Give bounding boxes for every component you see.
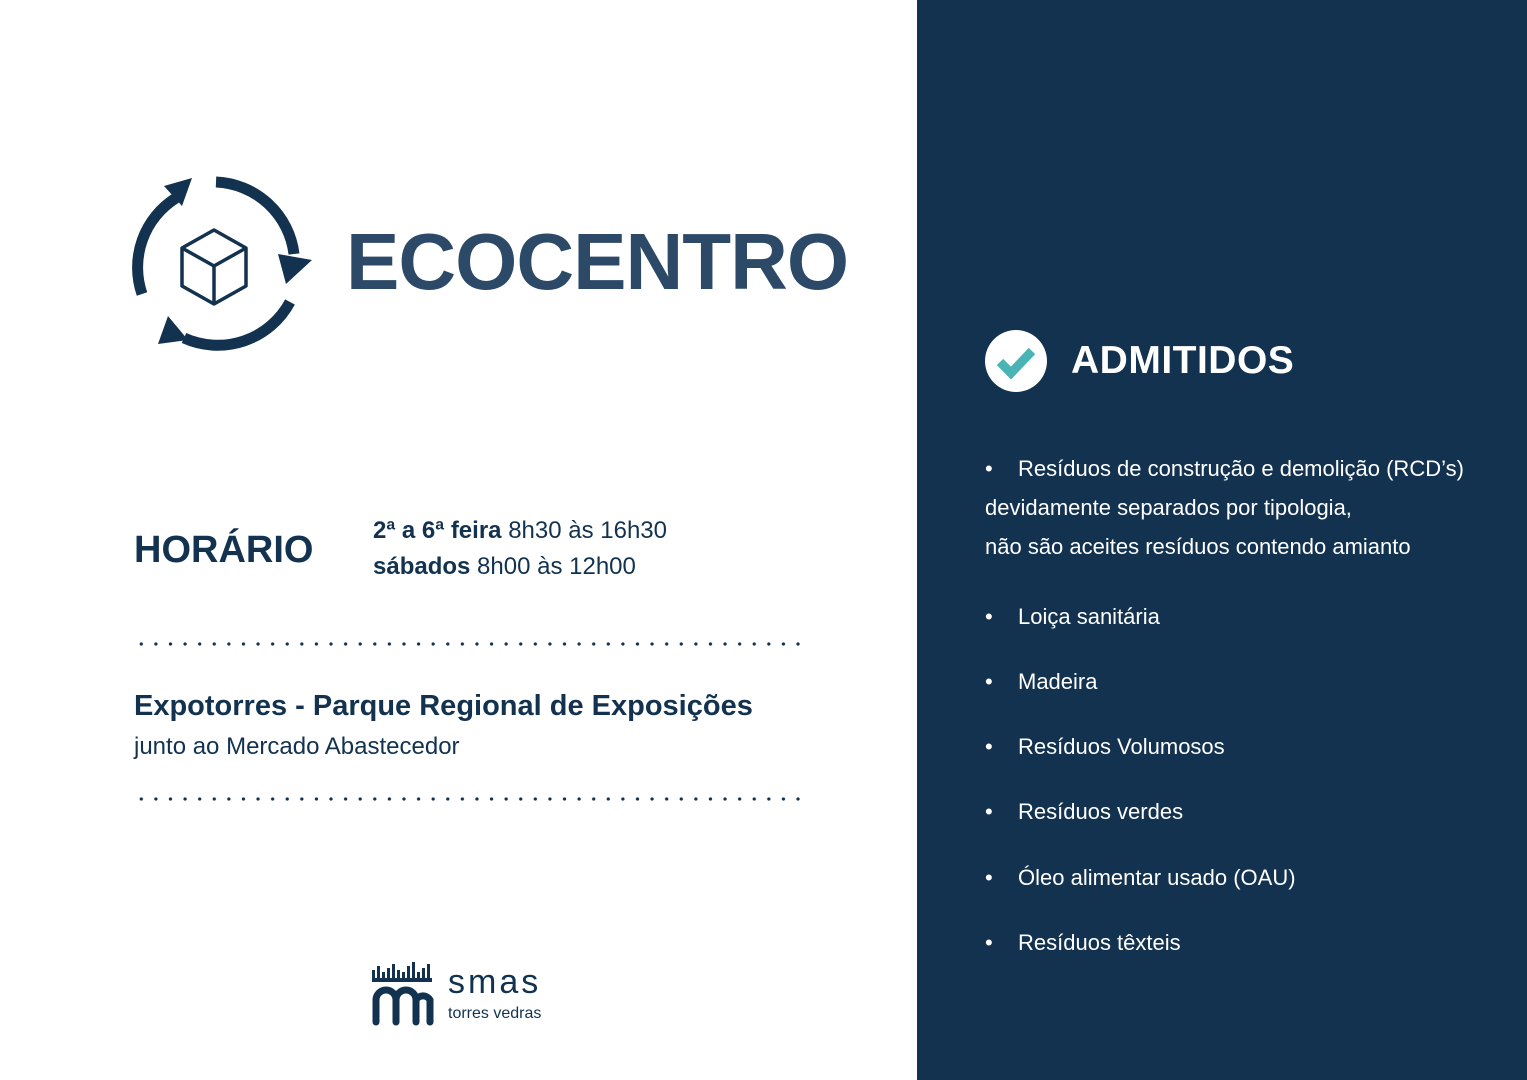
item-text: Óleo alimentar usado (OAU) — [1018, 865, 1296, 890]
list-item — [985, 597, 1160, 636]
schedule-row — [373, 513, 667, 549]
checkmark-circle-icon — [985, 330, 1047, 392]
smas-aqueduct-logo-icon — [370, 960, 436, 1026]
brand-subtitle: torres vedras — [448, 1005, 542, 1022]
item-text: não são aceites resíduos contendo amianto — [985, 534, 1411, 559]
bullet: • — [985, 604, 993, 629]
schedule-time: 8h30 às 16h30 — [508, 517, 667, 544]
item-text: Resíduos de construção e demolição (RCD’s) — [1018, 456, 1464, 481]
schedule-days: sábados — [373, 553, 471, 580]
list-item — [985, 662, 1097, 701]
bullet: • — [985, 865, 993, 890]
brand-name: smas — [448, 963, 542, 1001]
schedule-time: 8h00 às 12h00 — [477, 553, 636, 580]
list-item — [985, 792, 1183, 831]
bullet: • — [985, 669, 993, 694]
list-item — [985, 727, 1225, 766]
schedule-label: HORÁRIO — [134, 529, 314, 571]
location-detail: junto ao Mercado Abastecedor — [134, 733, 460, 760]
item-text: Resíduos Volumosos — [1018, 734, 1225, 759]
item-text: Loiça sanitária — [1018, 604, 1160, 629]
item-text: Resíduos têxteis — [1018, 930, 1181, 955]
bullet: • — [985, 799, 993, 824]
item-text: devidamente separados por tipologia, — [985, 495, 1352, 520]
bullet: • — [985, 456, 993, 481]
schedule-hours — [373, 513, 667, 585]
item-text: Resíduos verdes — [1018, 799, 1184, 824]
item-text: Madeira — [1018, 669, 1098, 694]
dotted-divider — [134, 797, 802, 801]
dotted-divider — [134, 642, 802, 646]
bullet: • — [985, 734, 993, 759]
location-name: Expotorres - Parque Regional de Exposições — [134, 690, 753, 722]
brand-logo — [370, 960, 570, 1030]
admitted-title: ADMITIDOS — [1071, 339, 1295, 382]
list-item — [985, 858, 1296, 897]
page-title: ECOCENTRO — [346, 217, 849, 306]
schedule-row — [373, 549, 667, 585]
list-item — [985, 923, 1181, 962]
schedule-days: 2ª a 6ª feira — [373, 517, 502, 544]
list-item — [985, 449, 1505, 566]
recycle-box-icon — [124, 172, 316, 356]
bullet: • — [985, 930, 993, 955]
